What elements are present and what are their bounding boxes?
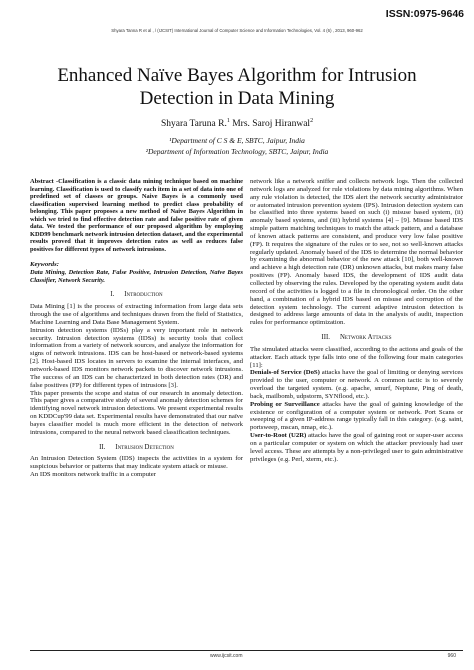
u2r-paragraph [250, 432, 463, 463]
affiliations [0, 135, 474, 157]
dos-term: Denials-of Service (DoS) [250, 369, 320, 377]
ids-continued-paragraph: network like a network sniffer and collects network logs. Then the collected network logs are analyzed for rule violations by data mining algorithms. When any rule violation is detected, the IDS alert the network security administrator or automated intrusion prevention system (IPS). Intrusion detection system can be classified into three systems based on such (i) misuse based system, (ii) anomaly based systems, and (iii) hybrid systems [4] – [9]. Misuse based IDS simple pattern matching techniques to match the attack pattern, and a database of known attack patterns are consistent, and produce very low false positive (FP). It requires the signature of the rules or to see, not so well-known attacks regularly updated. Anomaly based of the IDS to determine the normal behavior by examining the abnormal behavior of the new attack [10], both well-known and achieve a high detection rate (DR) unknown attacks, but makes many false positives (FP). Anomaly based IDS, the development of IDS audit data collected by observing the rules. Developed by the operating system audit data record of the activities is logged to a file in chronological order. On the other hand, a combination of a hybrid IDS based on misuse and corruption of the detection system technology. The current adaptive intrusion detection is designed to address large amounts of data in the analysis of audit, inspection rules for performance optimization. [250, 178, 463, 327]
page-number: 960 [447, 653, 456, 659]
section-3-title: Network Attacks [339, 334, 392, 342]
right-column [250, 178, 463, 464]
probe-paragraph [250, 401, 463, 432]
left-column [30, 178, 243, 479]
keywords: Data Mining, Detection Rate, False Positive, Intrusion Detection, Naïve Bayes Classifier, Network Security. [30, 269, 243, 284]
section-3-heading [250, 334, 463, 342]
section-1-number: I. [110, 291, 115, 299]
u2r-term: User-to-Root (U2R) [250, 432, 307, 440]
section-3-number: III. [321, 334, 330, 342]
section-2-title: Intrusion Detection [115, 443, 174, 451]
dos-paragraph [250, 369, 463, 400]
issn-label: ISSN:0975-9646 [385, 8, 464, 20]
u2r-text: attacks have the goal of gaining root or super-user access on a particular computer or system on which the attacker previously had user level access. These are attempts by a non-privileged user to gain administrative privileges (e.g. Perl, xterm, etc.). [250, 432, 463, 463]
intro-paragraph-1: Data Mining [1] is the process of extracting information from large data sets through the use of algorithms and techniques drawn from the field of Statistics, Machine Learning and Data Base Management System. [30, 303, 243, 326]
keywords-heading: Keywords: [30, 261, 59, 269]
intro-paragraph-2: Intrusion detection systems (IDSs) play a very important role in network security. Intrusion detection systems (IDSs) is security tools that collect information from a variety of network sources, and analyze the information for signs of network intrusions. IDS can be host-based or network-based systems [2]. Host-based IDS locates in servers to examine the internal interfaces, and network-based IDS monitors network packets to discover network intrusions. The success of an IDS can be characterized in both detection rates (DR) and false positives (FP) for different types of intrusions [3]. [30, 326, 243, 389]
running-header: Shyara Tanna R et al , / (IJCSIT) International Journal of Computer Science and Information Technologies, Vol. 4 (6) , 2013, 960-962 [111, 28, 363, 33]
attacks-paragraph: The simulated attacks were classified, according to the actions and goals of the attacker. Each attack type falls into one of the following four main categories [11]: [250, 345, 463, 369]
title-line-2: Detection in Data Mining [139, 88, 335, 109]
author-2-sup: 2 [310, 118, 314, 124]
footer-url: www.ijcsit.com [210, 653, 243, 659]
title-line-1: Enhanced Naïve Bayes Algorithm for Intrusion [57, 65, 417, 86]
footer-rule [30, 650, 463, 651]
abstract: Abstract -Classification is a classic data mining technique based on machine learning. Classification is used to classify each item in a set of data into one of predefined set of classes or groups. Naive Bayes is a commonly used classification supervised learning method to predict class probability of belonging. This paper proposes a new method of Naive Bayes Algorithm in which we tried to find effective detection rate and false positive rate of given data. We tested the performance of our proposed algorithm by employing KDD99 benchmark network intrusion detection dataset, and the experimental results proved that it improves detection rates as well as reduces false positives for different types of network intrusions. [30, 178, 243, 253]
section-2-heading [30, 444, 243, 452]
paper-title [20, 64, 454, 110]
dos-text: attacks have the goal of limiting or denying services provided to the user, computer or network. A common tactic is to severely overload the targeted system. (e.g. apache, smurf, Neptune, Ping of death, back, mailbomb, udpstorm, SYNflood, etc.). [250, 369, 464, 400]
section-1-title: Introduction [124, 291, 163, 299]
section-2-number: II. [99, 443, 106, 451]
author-2: Mrs. Saroj Hiranwal [229, 119, 311, 130]
author-1: Shyara Taruna R. [160, 119, 227, 130]
author-1-sup: 1 [226, 118, 230, 124]
probe-text: attacks have the goal of gaining knowledge of the existence or configuration of a computer system or network. Port Scans or sweeping of a given IP-address range typically fall in this category. (e.g. saint, portsweep, mscan, nmap, etc.). [250, 400, 464, 432]
section-1-heading [30, 291, 243, 299]
authors [0, 118, 474, 129]
intro-paragraph-3: This paper presents the scope and status of our research in anomaly detection. This paper gives a comparative study of several anomaly detection schemes for identifying novel network intrusion detections. We present experimental results on KDDCup'99 data set. Experimental results have demonstrated that our naïve bayes classifier model is much more efficient in the detection of network intrusions, compared to the neural network based classification techniques. [30, 389, 243, 436]
probe-term: Probing or Surveillance [250, 400, 320, 408]
ids-paragraph-2: An IDS monitors network traffic in a computer [30, 471, 156, 479]
affiliation-1: ¹Department of C S & E, SBTC, Jaipur, India [169, 136, 305, 145]
ids-paragraph-1: An Intrusion Detection System (IDS) inspects the activities in a system for suspicious behavior or patterns that may indicate system attack or misuse. [30, 455, 243, 471]
affiliation-2: ²Department of Information Technology, SBTC, Jaipur, India [145, 147, 329, 156]
